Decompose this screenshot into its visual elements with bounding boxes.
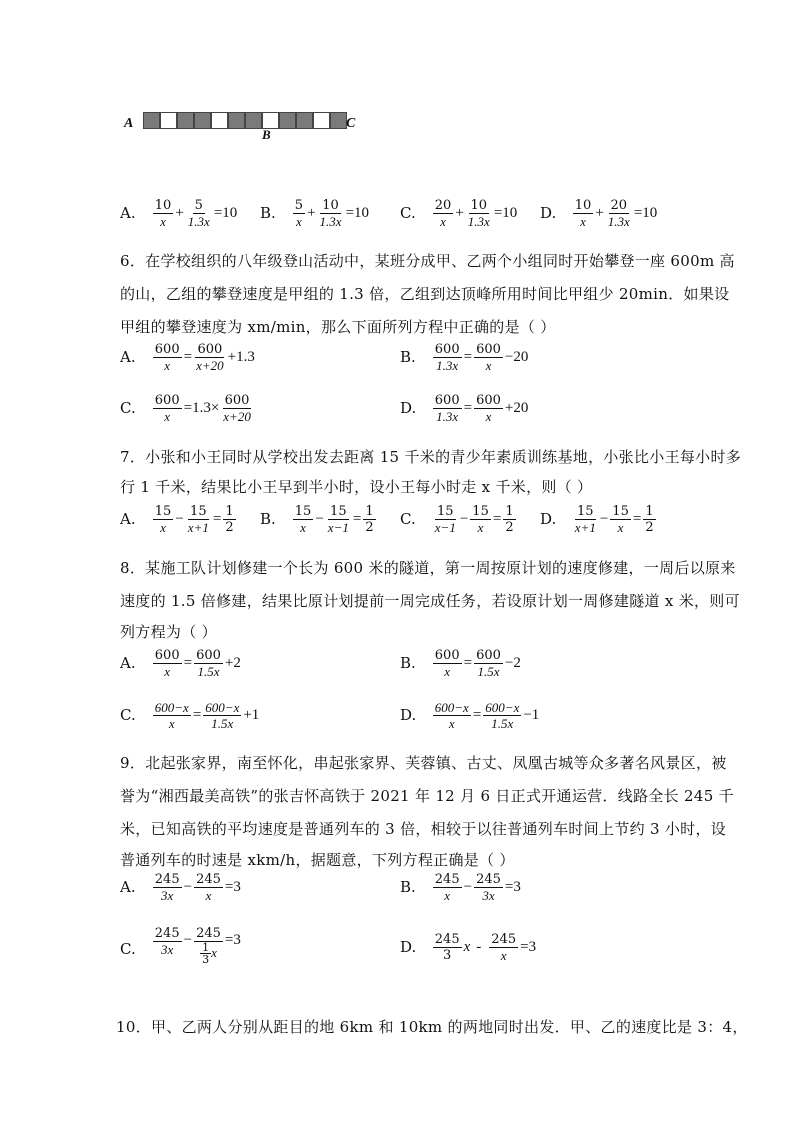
q7-option-a[interactable]: A. $\frac{15}{x}$ − $\frac{15}{x+1}$ = $\frac{1}{2}$ bbox=[120, 504, 234, 535]
grid-cell bbox=[211, 112, 228, 129]
grid-cell bbox=[228, 112, 245, 129]
grid-cell bbox=[330, 112, 347, 129]
grid-cell bbox=[279, 112, 296, 129]
q6-option-d[interactable]: D. $\frac{600}{1.3x}$ = $\frac{600}{x}$ +20 bbox=[400, 393, 529, 424]
q7-option-b[interactable]: B. $\frac{15}{x}$ − $\frac{15}{x-1}$ = $\frac{1}{2}$ bbox=[260, 504, 374, 535]
q6-text-line-1: 6．在学校组织的八年级登山活动中，某班分成甲、乙两个小组同时开始攀登一座 600m 高 bbox=[120, 252, 735, 270]
grid-cell bbox=[143, 112, 160, 129]
q6-text-line-2: 的山，乙组的攀登速度是甲组的 1.3 倍，乙组到达顶峰所用时间比甲组少 20min．如果设 bbox=[120, 285, 730, 303]
q9-text-line-1: 9．北起张家界，南至怀化，串起张家界、芙蓉镇、古丈、凤凰古城等众多著名风景区，被 bbox=[120, 754, 727, 772]
q9-text-line-3: 米，已知高铁的平均速度是普通列车的 3 倍，相较于以往普通列车时间上节约 3 小时，设 bbox=[120, 820, 727, 838]
grid-cell bbox=[177, 112, 194, 129]
figure-label-c: C bbox=[346, 116, 356, 131]
q10-text-line-1: 10．甲、乙两人分别从距目的地 6km 和 10km 的两地同时出发．甲、乙的速度比是 3：4， bbox=[116, 1018, 748, 1036]
q9-option-c[interactable]: C. $\frac{245}{3x}$ − 245 $\frac{1}{3}$ x =3 bbox=[120, 926, 241, 966]
q7-option-c[interactable]: C. $\frac{15}{x-1}$ − $\frac{15}{x}$ = $\frac{1}{2}$ bbox=[400, 504, 514, 535]
q6-text-line-3: 甲组的攀登速度为 xm/min，那么下面所列方程中正确的是（ ） bbox=[120, 318, 556, 336]
q6-option-c[interactable]: C. $\frac{600}{x}$ =1.3× $\frac{600}{x+20}$ bbox=[120, 393, 251, 424]
q8-option-a[interactable]: A. $\frac{600}{x}$ = $\frac{600}{1.5x}$ +2 bbox=[120, 648, 241, 679]
q8-text-line-1: 8．某施工队计划修建一个长为 600 米的隧道，第一周按原计划的速度修建，一周后以原来 bbox=[120, 559, 736, 577]
q9-text-line-2: 誉为“湘西最美高铁”的张吉怀高铁于 2021 年 12 月 6 日正式开通运营．线路全长 245 千 bbox=[120, 787, 734, 805]
grid-cell bbox=[296, 112, 313, 129]
q5-option-b[interactable]: B. $\frac{5}{x}$ + $\frac{10}{1.3x}$ =10 bbox=[260, 198, 370, 229]
grid-cell bbox=[313, 112, 330, 129]
q8-text-line-2: 速度的 1.5 倍修建，结果比原计划提前一周完成任务，若设原计划一周修建隧道 x 米，则可 bbox=[120, 592, 740, 610]
q8-option-c[interactable]: C. $\frac{600-x}{x}$ = $\frac{600-x}{1.5x}$ +1 bbox=[120, 700, 260, 731]
q5-option-a[interactable]: A. $\frac{10}{x}$ + $\frac{5}{1.3x}$ =10 bbox=[120, 198, 238, 229]
q9-option-d[interactable]: D. $\frac{245}{3}$ x - $\frac{245}{x}$ =3 bbox=[400, 932, 537, 963]
q9-text-line-4: 普通列车的时速是 xkm/h，据题意，下列方程正确是（ ） bbox=[120, 851, 515, 869]
q6-option-b[interactable]: B. $\frac{600}{1.3x}$ = $\frac{600}{x}$ −20 bbox=[400, 342, 529, 373]
grid-cell bbox=[160, 112, 177, 129]
q9-option-a[interactable]: A. $\frac{245}{3x}$ − $\frac{245}{x}$ =3 bbox=[120, 872, 241, 903]
q7-option-d[interactable]: D. $\frac{15}{x+1}$ − $\frac{15}{x}$ = $\frac{1}{2}$ bbox=[540, 504, 654, 535]
q5-option-c[interactable]: C. $\frac{20}{x}$ + $\frac{10}{1.3x}$ =10 bbox=[400, 198, 518, 229]
figure-label-b: B bbox=[262, 127, 271, 142]
q7-text-line-2: 行 1 千米，结果比小王早到半小时，设小王每小时走 x 千米，则（ ） bbox=[120, 478, 593, 496]
q5-option-d[interactable]: D. $\frac{10}{x}$ + $\frac{20}{1.3x}$ =10 bbox=[540, 198, 658, 229]
grid-cell bbox=[194, 112, 211, 129]
q8-option-b[interactable]: B. $\frac{600}{x}$ = $\frac{600}{1.5x}$ −2 bbox=[400, 648, 521, 679]
q9-option-b[interactable]: B. $\frac{245}{x}$ − $\frac{245}{3x}$ =3 bbox=[400, 872, 521, 903]
q8-text-line-3: 列方程为（ ） bbox=[120, 623, 217, 641]
q6-option-a[interactable]: A. $\frac{600}{x}$ = $\frac{600}{x+20}$ +1.3 bbox=[120, 342, 255, 373]
grid-cell bbox=[245, 112, 262, 129]
q8-option-d[interactable]: D. $\frac{600-x}{x}$ = $\frac{600-x}{1.5x}$ −1 bbox=[400, 700, 540, 731]
figure-label-a: A bbox=[124, 116, 134, 131]
q7-text-line-1: 7．小张和小王同时从学校出发去距离 15 千米的青少年素质训练基地，小张比小王每小时多 bbox=[120, 448, 742, 466]
